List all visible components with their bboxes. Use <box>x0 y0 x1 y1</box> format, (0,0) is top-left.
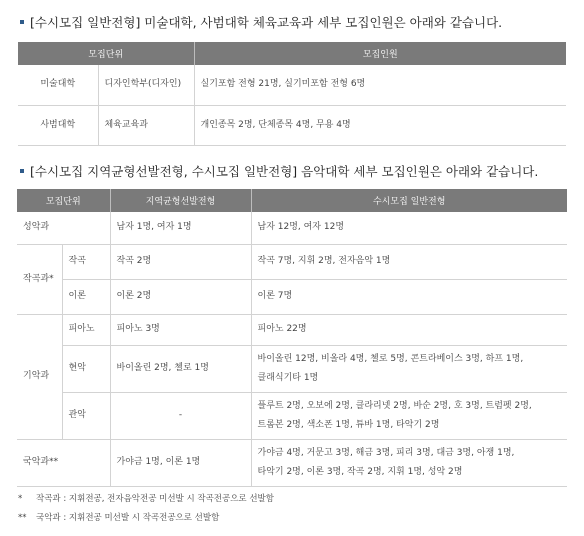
footnote-mark: * <box>18 494 23 504</box>
footnote-mark: ** <box>18 513 27 523</box>
regional-cell: 바이올린 2명, 첼로 1명 <box>110 345 251 392</box>
general-cell <box>251 345 567 392</box>
table-row <box>18 65 566 105</box>
dept-cell: 디자인학부(디자인) <box>98 65 194 105</box>
bullet-icon <box>20 20 24 24</box>
general-line: 클래식기타 1명 <box>257 372 319 383</box>
quota-cell: 실기포함 전형 21명, 실기미포함 전형 6명 <box>194 65 566 105</box>
table-row <box>17 314 567 345</box>
unit-cell: 작곡과* <box>17 244 62 314</box>
general-cell <box>251 439 567 486</box>
regional-cell: 작곡 2명 <box>110 244 251 279</box>
major-cell: 피아노 <box>62 314 110 345</box>
college-cell: 미술대학 <box>18 65 98 105</box>
footnote <box>18 511 219 523</box>
table2-header-unit: 모집단위 <box>17 189 110 212</box>
art-sports-quota-table <box>18 42 566 146</box>
major-cell: 이론 <box>62 279 110 314</box>
general-cell <box>251 392 567 439</box>
unit-cell: 성악과 <box>17 212 110 244</box>
general-line: 트롬본 2명, 색소폰 1명, 튜바 1명, 타악기 2명 <box>257 419 440 430</box>
footnote-text: 국악과 : 지휘전공 미선발 시 작곡전공으로 선발함 <box>36 513 220 523</box>
major-cell: 관악 <box>62 392 110 439</box>
table-row <box>17 244 567 279</box>
general-line: 플루트 2명, 오보에 2명, 클라리넷 2명, 바순 2명, 호 3명, 트럼펫 2명, <box>257 400 532 411</box>
general-line: 가야금 4명, 거문고 3명, 해금 3명, 피리 3명, 대금 3명, 아쟁 1명, <box>257 447 515 458</box>
regional-cell: 이론 2명 <box>110 279 251 314</box>
general-line: 타악기 2명, 이론 3명, 작곡 2명, 지휘 1명, 성악 2명 <box>257 466 463 477</box>
table-row <box>17 279 567 314</box>
general-cell: 남자 12명, 여자 12명 <box>251 212 567 244</box>
dept-cell: 체육교육과 <box>98 105 194 145</box>
unit-cell: 기악과 <box>17 314 62 439</box>
general-line: 바이올린 12명, 비올라 4명, 첼로 5명, 콘트라베이스 3명, 하프 1명, <box>257 353 524 364</box>
footnote-text: 작곡과 : 지휘전공, 전자음악전공 미선발 시 작곡전공으로 선발함 <box>36 494 274 504</box>
table1-header-unit: 모집단위 <box>18 42 194 65</box>
general-cell: 작곡 7명, 지휘 2명, 전자음악 1명 <box>251 244 567 279</box>
major-cell: 현악 <box>62 345 110 392</box>
regional-cell: 남자 1명, 여자 1명 <box>110 212 251 244</box>
table-row <box>17 212 567 244</box>
footnote <box>18 492 274 504</box>
general-cell: 피아노 22명 <box>251 314 567 345</box>
table-row <box>17 345 567 392</box>
music-quota-table <box>17 189 567 487</box>
section2-heading-text: [수시모집 지역균형선발전형, 수시모집 일반전형] 음악대학 세부 모집인원은 아래와 같습니다. <box>30 164 539 179</box>
regional-cell: 가야금 1명, 이론 1명 <box>110 439 251 486</box>
major-cell: 작곡 <box>62 244 110 279</box>
section2-heading <box>20 162 538 180</box>
table-row <box>18 105 566 145</box>
general-cell: 이론 7명 <box>251 279 567 314</box>
bullet-icon <box>20 169 24 173</box>
college-cell: 사범대학 <box>18 105 98 145</box>
table-row <box>17 392 567 439</box>
table2-header-general: 수시모집 일반전형 <box>251 189 567 212</box>
table2-header-regional: 지역균형선발전형 <box>110 189 251 212</box>
table-row <box>17 439 567 486</box>
regional-cell: 피아노 3명 <box>110 314 251 345</box>
regional-cell: - <box>110 392 251 439</box>
quota-cell: 개인종목 2명, 단체종목 4명, 무용 4명 <box>194 105 566 145</box>
table1-header-quota: 모집인원 <box>194 42 566 65</box>
section1-heading-text: [수시모집 일반전형] 미술대학, 사범대학 체육교육과 세부 모집인원은 아래와 같습니다. <box>30 15 503 30</box>
section1-heading <box>20 13 502 31</box>
unit-cell: 국악과** <box>17 439 110 486</box>
